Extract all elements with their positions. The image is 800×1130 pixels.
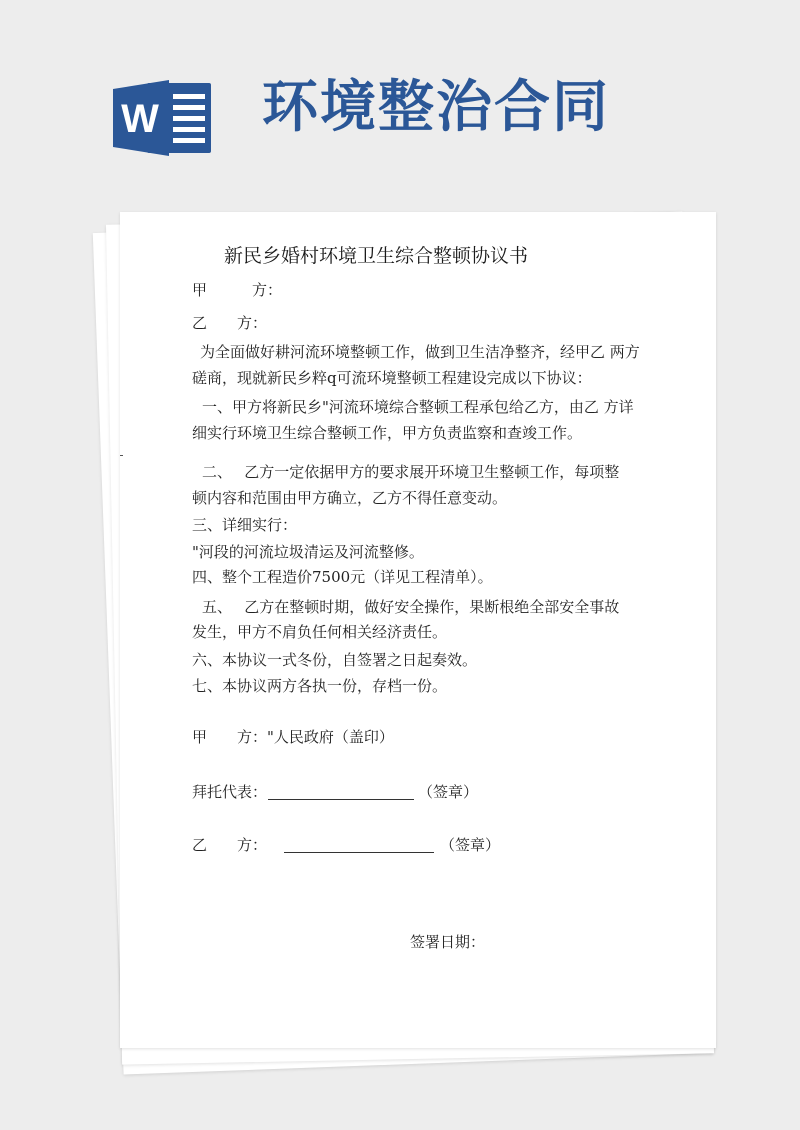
clause-3-body: "河段的河流垃圾清运及河流整修。 [192, 543, 424, 561]
word-icon-letter: W [121, 97, 159, 141]
agent-seal-suffix: （签章） [418, 783, 479, 801]
clause-4: 四、整个工程造价7500元（详见工程清单）。 [192, 568, 493, 586]
clause-5-line: 五、 乙方在整顿时期，做好安全操作，果断根绝全部安全事故 [202, 598, 620, 616]
party-b-seal-suffix: （签章） [440, 836, 501, 854]
party-b-signature-line [284, 852, 434, 853]
clause-1-line: 细实行环境卫生综合整顿工作，甲方负责监察和查竣工作。 [192, 424, 583, 442]
sign-date-label: 签署日期： [410, 933, 486, 951]
clause-5-line: 发生，甲方不肩负任何相关经济责任。 [192, 623, 448, 641]
agent-signature-line [268, 799, 414, 800]
document-page [120, 212, 716, 1048]
document-title: 新民乡婚村环境卫生综合整顿协议书 [224, 245, 529, 267]
intro-line: 磋商，现就新民乡粹q可流环境整顿工程建设完成以下协议： [192, 369, 592, 387]
party-b-signature-label: 乙 方： [192, 836, 268, 854]
clause-7: 七、本协议两方各执一份，存档一份。 [192, 677, 448, 695]
clause-1-line: 一、甲方将新民乡"河流环境综合整顿工程承包给乙方，由乙 方详 [202, 398, 634, 416]
clause-3-heading: 三、详细实行： [192, 516, 298, 534]
clause-6: 六、本协议一式冬份，自签署之日起奏效。 [192, 651, 478, 669]
header-banner [0, 0, 800, 200]
clause-2-line: 顿内容和范围由甲方确立，乙方不得任意变动。 [192, 489, 508, 507]
party-b-line: 乙 方： [192, 314, 268, 332]
party-a-line: 甲 方： [192, 281, 283, 299]
intro-line: 为全面做好耕河流环境整顿工作，做到卫生洁净整齐，经甲乙 两方 [200, 343, 640, 361]
doc-type-title: 环境整治合同 [262, 75, 610, 140]
signature-party-a: 甲 方："人民政府（盖印） [192, 728, 394, 746]
word-icon [113, 80, 213, 156]
clause-2-line: 二、 乙方一定依据甲方的要求展开环境卫生整顿工作，每项整 [202, 463, 620, 481]
page-edge-mark [120, 455, 123, 456]
agent-label: 拜托代表： [192, 783, 268, 801]
